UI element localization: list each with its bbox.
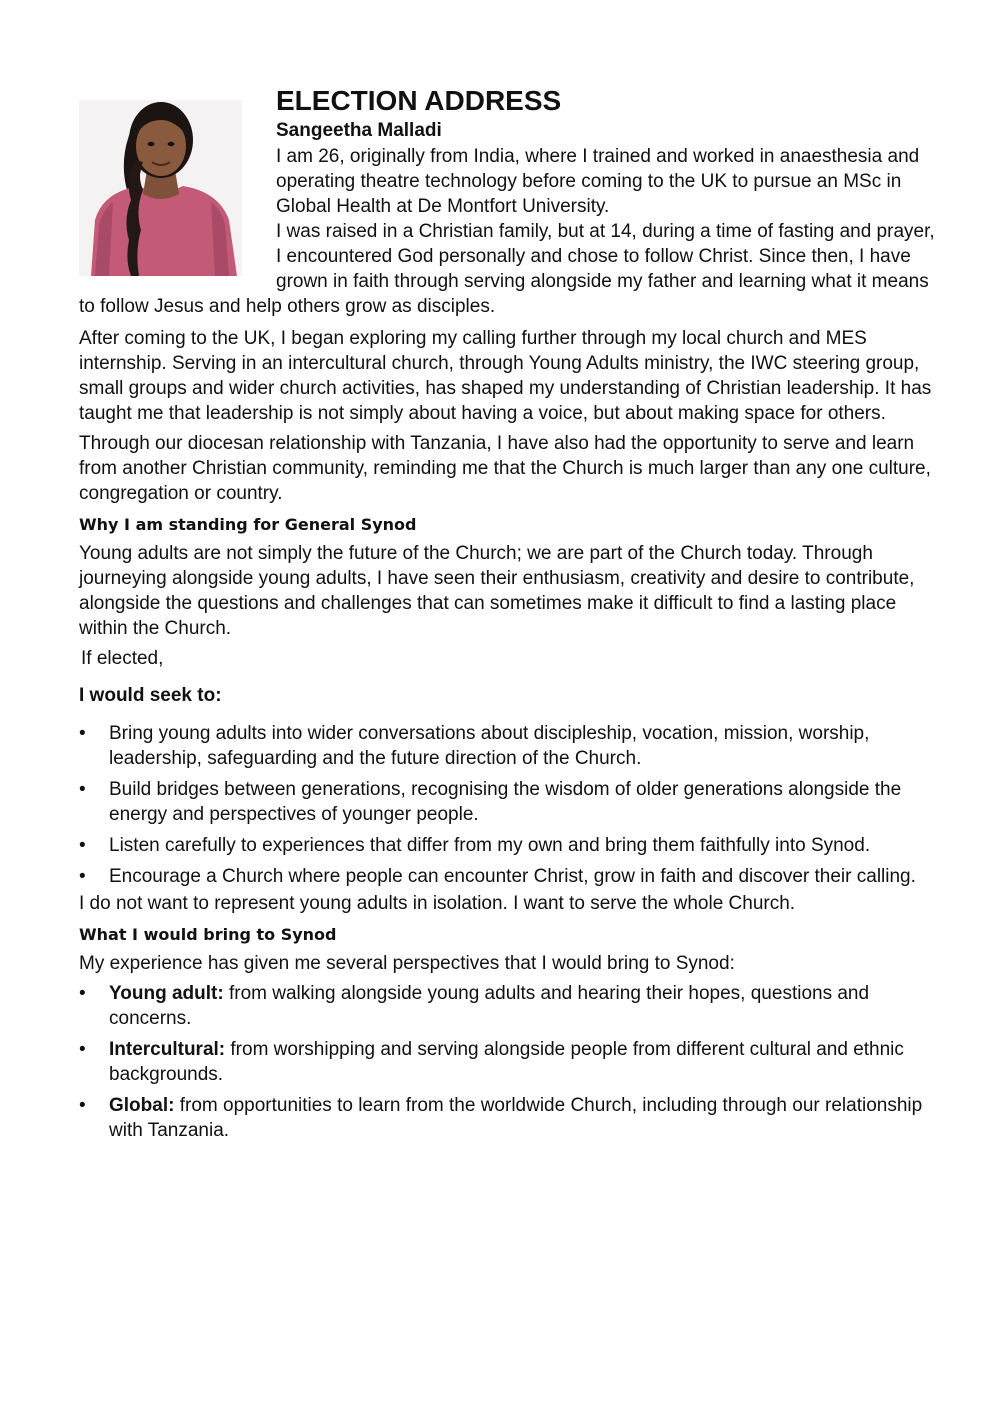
bring-heading: What I would bring to Synod xyxy=(79,925,337,944)
bullet-icon: • xyxy=(79,1039,86,1060)
bullet-icon: • xyxy=(79,835,86,856)
why-paragraph: Young adults are not simply the future of the Church; we are part of the Church today. Through journeying alongside young adults, I have seen their enthusiasm, creativity and desire to contribute, alongside the questions and challenges that can sometimes make it difficult to find a lasting place within the Church. xyxy=(79,543,915,639)
bring-intro: My experience has given me several perspectives that I would bring to Synod: xyxy=(79,953,735,974)
list-item-text: Build bridges between generations, recognising the wisdom of older generations alongside the energy and perspectives of younger people. xyxy=(109,779,902,825)
list-item xyxy=(79,864,939,889)
intro-paragraph-2: I was raised in a Christian family, but at 14, during a time of fasting and prayer, I encountered God personally and chose to follow Christ. Since then, I have grown in faith through serving alongside my father and learning what it means to follow Jesus and help others grow as disciples. xyxy=(79,221,935,317)
tanzania-paragraph: Through our diocesan relationship with Tanzania, I have also had the opportunity to serve and learn from another Christian community, reminding me that the Church is much larger than any one culture, congregation or country. xyxy=(79,433,931,504)
seek-list xyxy=(79,721,939,889)
list-item-text: Encourage a Church where people can encounter Christ, grow in faith and discover their calling. xyxy=(109,866,916,887)
list-item xyxy=(79,1037,939,1087)
page-title: ELECTION ADDRESS xyxy=(276,85,562,116)
intro-paragraph-1: I am 26, originally from India, where I trained and worked in anaesthesia and operating theatre technology before coming to the UK to pursue an MSc in Global Health at De Montfort University. xyxy=(276,146,920,217)
intro-section xyxy=(79,144,939,319)
perspective-label: Intercultural: xyxy=(109,1039,226,1060)
why-heading: Why I am standing for General Synod xyxy=(79,515,417,534)
bullet-icon: • xyxy=(79,983,86,1004)
bullet-icon: • xyxy=(79,723,86,744)
seek-heading: I would seek to: xyxy=(79,685,222,706)
list-item xyxy=(79,833,939,858)
uk-paragraph: After coming to the UK, I began exploring my calling further through my local church and MES internship. Serving in an intercultural church, through Young Adults ministry, the IWC steering group, small groups and wider church activities, has shaped my understanding of Christian leadership. It has taught me that leadership is not simply about having a voice, but about making space for others. xyxy=(79,328,932,424)
perspective-text: from worshipping and serving alongside people from different cultural and ethnic backgrounds. xyxy=(109,1039,904,1085)
perspective-label: Global: xyxy=(109,1095,175,1116)
perspective-text: from opportunities to learn from the worldwide Church, including through our relationship with Tanzania. xyxy=(109,1095,923,1141)
bullet-icon: • xyxy=(79,779,86,800)
list-item xyxy=(79,1093,939,1143)
list-item xyxy=(79,777,939,827)
list-item xyxy=(79,721,939,771)
list-item xyxy=(79,981,939,1031)
perspective-label: Young adult: xyxy=(109,983,224,1004)
bring-list xyxy=(79,981,939,1143)
candidate-name: Sangeetha Malladi xyxy=(276,120,442,141)
list-item-text: Listen carefully to experiences that differ from my own and bring them faithfully into Synod. xyxy=(109,835,871,856)
closing-statement: I do not want to represent young adults in isolation. I want to serve the whole Church. xyxy=(79,893,796,914)
list-item-text: Bring young adults into wider conversations about discipleship, vocation, mission, worship, leadership, safeguarding and the future direction of the Church. xyxy=(109,723,870,769)
if-elected: If elected, xyxy=(81,648,164,669)
main-content xyxy=(79,326,939,1149)
bullet-icon: • xyxy=(79,866,86,887)
perspective-text: from walking alongside young adults and hearing their hopes, questions and concerns. xyxy=(109,983,870,1029)
photo-spacer xyxy=(79,144,276,294)
header xyxy=(276,84,936,143)
bullet-icon: • xyxy=(79,1095,86,1116)
